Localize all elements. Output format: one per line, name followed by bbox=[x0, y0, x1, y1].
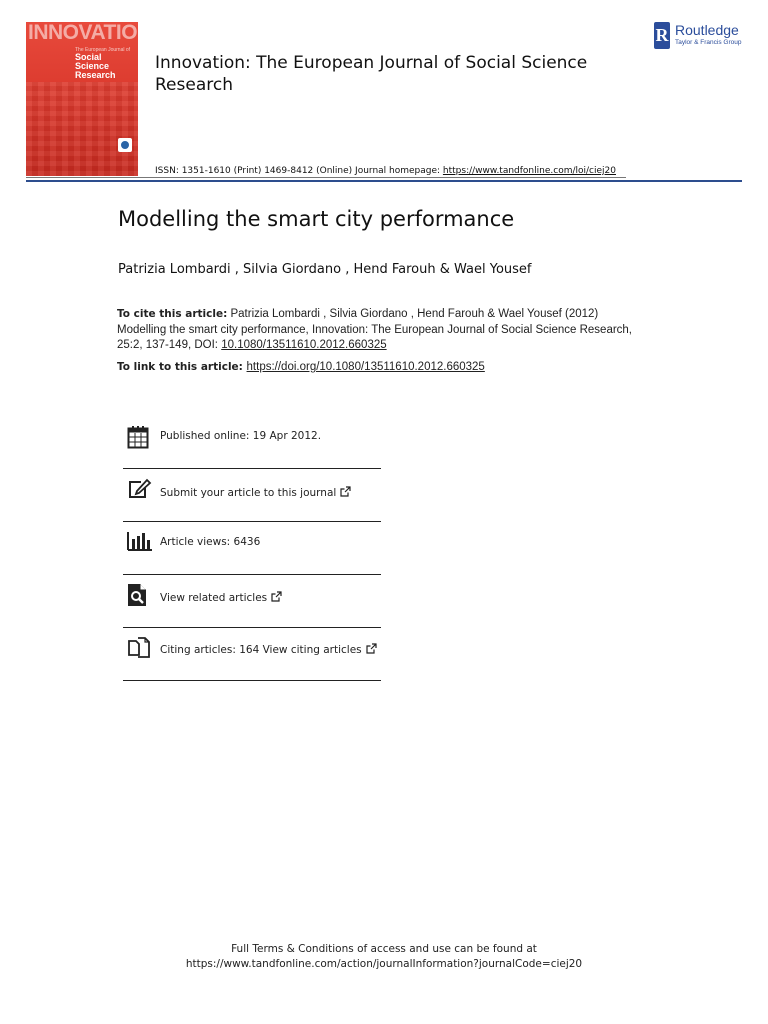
cover-texture bbox=[26, 82, 138, 176]
journal-title: Innovation: The European Journal of Social Science Research bbox=[155, 53, 588, 95]
publisher-name: Routledge bbox=[675, 22, 739, 38]
article-title: Modelling the smart city performance bbox=[118, 207, 515, 231]
issn-line bbox=[155, 166, 616, 176]
citation-doi-link[interactable]: 10.1080/13511610.2012.660325 bbox=[221, 339, 387, 351]
divider bbox=[123, 468, 381, 469]
edit-icon bbox=[127, 478, 151, 503]
search-document-icon bbox=[127, 583, 147, 610]
issn-text: ISSN: 1351-1610 (Print) 1469-8412 (Online) Journal homepage: bbox=[155, 166, 443, 176]
published-text: Published online: 19 Apr 2012. bbox=[160, 430, 322, 442]
submit-article-text: Submit your article to this journal bbox=[160, 487, 337, 499]
citing-articles-text: Citing articles: 164 View citing articles bbox=[160, 644, 362, 656]
article-authors: Patrizia Lombardi , Silvia Giordano , Hend Farouh & Wael Yousef bbox=[118, 262, 532, 277]
external-link-icon bbox=[271, 591, 282, 602]
external-link-icon bbox=[366, 643, 377, 654]
related-articles-text: View related articles bbox=[160, 592, 268, 604]
footer bbox=[0, 942, 768, 972]
calendar-icon bbox=[127, 425, 149, 452]
cover-small-text: The European Journal of bbox=[75, 47, 131, 53]
divider bbox=[123, 574, 381, 575]
journal-cover bbox=[26, 21, 152, 176]
divider bbox=[123, 521, 381, 522]
cover-badge-icon bbox=[118, 138, 132, 152]
divider bbox=[123, 680, 381, 681]
cover-title: INNOVATION bbox=[28, 21, 152, 44]
citation-block bbox=[117, 307, 637, 354]
divider bbox=[123, 627, 381, 628]
article-link-label: To link to this article: bbox=[117, 361, 247, 373]
publisher-logo[interactable] bbox=[654, 22, 754, 50]
bar-chart-icon bbox=[127, 531, 153, 554]
article-views-text: Article views: 6436 bbox=[160, 536, 261, 548]
footer-terms-url[interactable]: https://www.tandfonline.com/action/journalInformation?journalCode=ciej20 bbox=[185, 958, 583, 970]
header-rule bbox=[26, 180, 742, 182]
cover-subtitle: Social Science Research bbox=[75, 52, 116, 80]
article-link-block bbox=[117, 361, 637, 373]
header-thin-rule bbox=[26, 177, 626, 178]
journal-homepage-link[interactable]: https://www.tandfonline.com/loi/ciej20 bbox=[442, 166, 616, 176]
publisher-sub: Taylor & Francis Group bbox=[675, 39, 742, 46]
citing-icon bbox=[127, 636, 151, 663]
external-link-icon bbox=[340, 486, 351, 497]
footer-terms: Full Terms & Conditions of access and use can be found at bbox=[231, 943, 537, 955]
related-articles-link[interactable] bbox=[160, 591, 282, 604]
citing-articles-link[interactable] bbox=[160, 643, 377, 656]
routledge-logo-icon: R bbox=[654, 22, 670, 49]
citation-label: To cite this article: bbox=[117, 308, 228, 320]
citation-text: Patrizia Lombardi , Silvia Giordano , Hend Farouh & Wael Yousef (2012) Modelling the smart city performance, Innovation: The European Journal of Social Science Research, 25:2, 137-149, DOI: bbox=[117, 308, 633, 351]
article-doi-link[interactable]: https://doi.org/10.1080/13511610.2012.660325 bbox=[246, 361, 485, 373]
submit-article-link[interactable] bbox=[160, 486, 351, 499]
